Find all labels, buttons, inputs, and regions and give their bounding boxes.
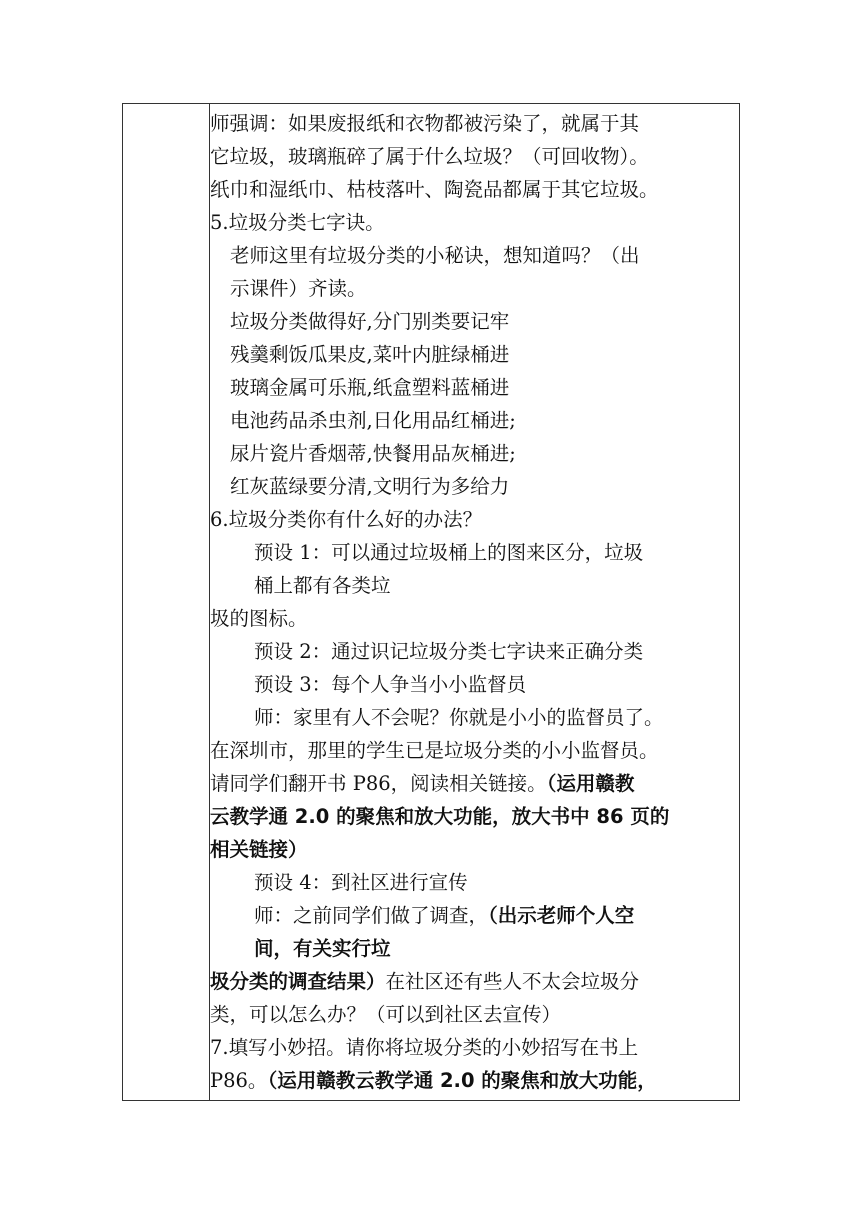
bold-note: （运用赣教 xyxy=(546,772,635,795)
table-content-cell xyxy=(210,104,740,1101)
text-line: 预设 3：每个人争当小小监督员 xyxy=(254,673,527,696)
text-line: 5.垃圾分类七字诀。 xyxy=(210,211,385,234)
text-line: 圾的图标。 xyxy=(210,607,308,630)
text-line: 老师这里有垃圾分类的小秘诀，想知道吗？（出 xyxy=(230,244,640,267)
lesson-table xyxy=(122,103,740,1101)
verse-line: 垃圾分类做得好,分门别类要记牢 xyxy=(230,310,510,333)
text-segment: P86。 xyxy=(210,1069,268,1092)
text-line: 在深圳市，那里的学生已是垃圾分类的小小监督员。 xyxy=(210,739,659,762)
bold-note: （出示老师个人空 xyxy=(488,904,635,927)
text-line xyxy=(210,1064,657,1097)
bold-note-line: 相关链接） xyxy=(210,838,308,861)
bold-note-line: 云教学通 2.0 的聚焦和放大功能，放大书中 86 页的 xyxy=(210,805,670,828)
text-line: 师：家里有人不会呢？你就是小小的监督员了。 xyxy=(254,706,664,729)
verse-line: 尿片瓷片香烟蒂,快餐用品灰桶进; xyxy=(230,442,516,465)
text-line: 示课件）齐读。 xyxy=(230,277,367,300)
bold-note: （运用赣教云教学通 2.0 的聚焦和放大功能， xyxy=(267,1069,657,1092)
bold-note: 圾分类的调查结果） xyxy=(210,970,386,993)
verse-line: 玻璃金属可乐瓶,纸盒塑料蓝桶进 xyxy=(230,376,510,399)
text-line: 它垃圾，玻璃瓶碎了属于什么垃圾？（可回收物）。 xyxy=(210,145,649,168)
text-line: 桶上都有各类垃 xyxy=(254,574,391,597)
text-line: 纸巾和湿纸巾、枯枝落叶、陶瓷品都属于其它垃圾。 xyxy=(210,178,659,201)
text-line: 6.垃圾分类你有什么好的办法？ xyxy=(210,508,483,531)
text-line: 类，可以怎么办？（可以到社区去宣传） xyxy=(210,1003,562,1026)
text-line xyxy=(210,965,639,998)
text-line: 预设 1：可以通过垃圾桶上的图来区分，垃圾 xyxy=(254,541,644,564)
text-line: 师强调：如果废报纸和衣物都被污染了，就属于其 xyxy=(210,112,640,135)
text-line: 7.填写小妙招。请你将垃圾分类的小妙招写在书上 xyxy=(210,1036,639,1059)
text-line xyxy=(254,899,634,932)
table-left-cell xyxy=(123,104,210,1101)
verse-line: 电池药品杀虫剂,日化用品红桶进; xyxy=(230,409,516,432)
text-line: 预设 2：通过识记垃圾分类七字诀来正确分类 xyxy=(254,640,644,663)
text-segment: 师：之前同学们做了调查， xyxy=(254,904,489,927)
table-row xyxy=(123,104,740,1101)
text-line: 预设 4：到社区进行宣传 xyxy=(254,871,468,894)
text-line xyxy=(210,767,634,800)
bold-note-line: 间，有关实行垃 xyxy=(254,937,391,960)
text-segment: 请同学们翻开书 P86，阅读相关链接。 xyxy=(210,772,547,795)
text-segment: 在社区还有些人不太会垃圾分 xyxy=(385,970,640,993)
verse-line: 红灰蓝绿要分清,文明行为多给力 xyxy=(230,475,510,498)
verse-line: 残羹剩饭瓜果皮,菜叶内脏绿桶进 xyxy=(230,343,510,366)
